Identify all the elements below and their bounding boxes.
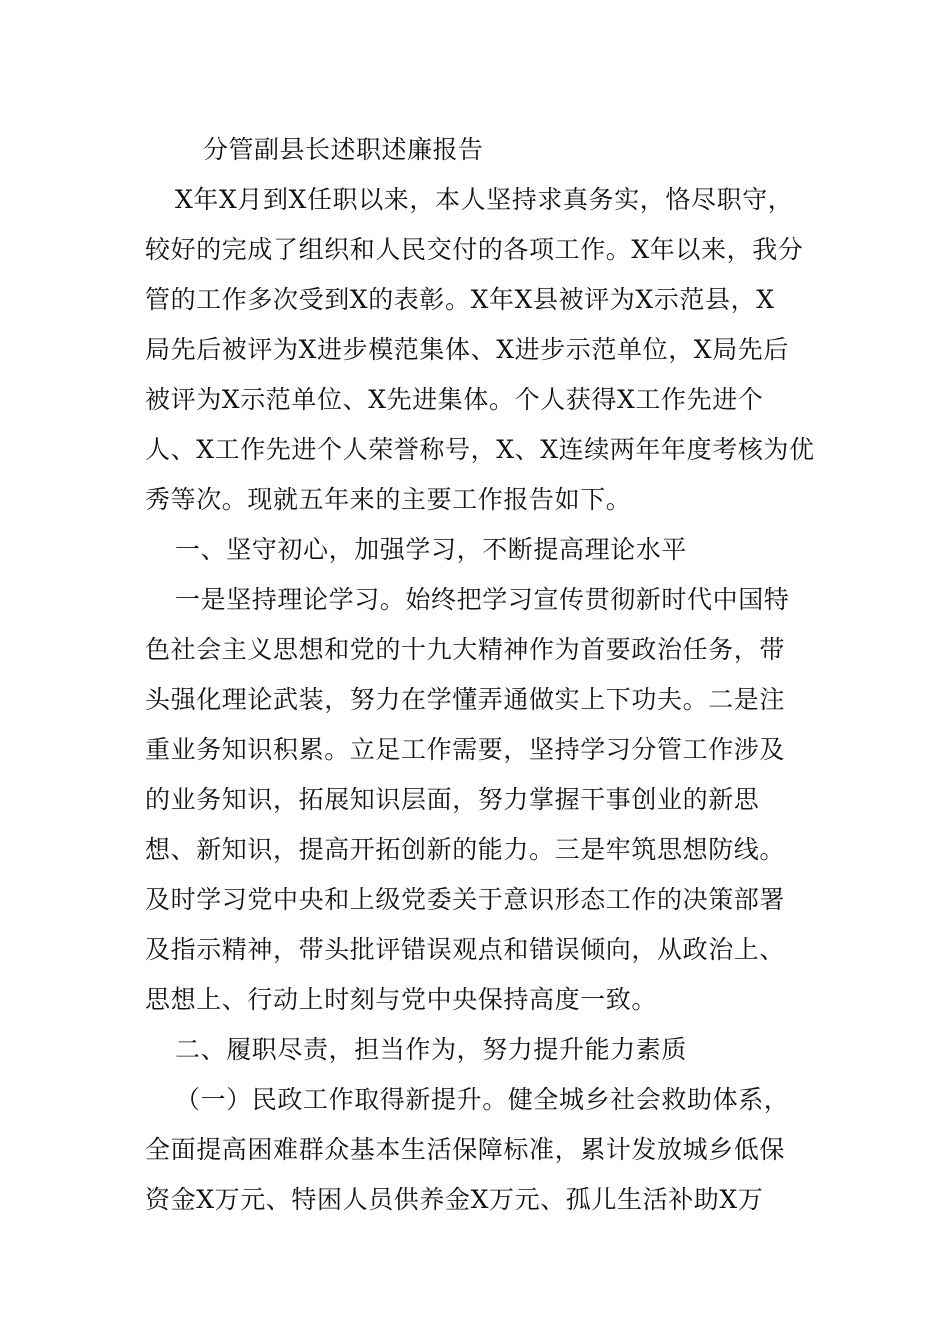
paragraph-line: 资金X万元、特困人员供养金X万元、孤儿生活补助X万 (145, 1185, 764, 1214)
paragraph-line: 管的工作多次受到X的表彰。X年X县被评为X示范县，X (145, 285, 775, 314)
paragraph-line: 色社会主义思想和党的十九大精神作为首要政治任务，带 (145, 635, 786, 664)
paragraph-line: 局先后被评为X进步模范集体、X进步示范单位，X局先后 (145, 335, 789, 364)
paragraph-line: 及时学习党中央和上级党委关于意识形态工作的决策部署 (145, 885, 786, 914)
section-heading-2: 二、履职尽责，担当作为，努力提升能力素质 (175, 1035, 688, 1064)
paragraph-line: 一是坚持理论学习。始终把学习宣传贯彻新时代中国特 (175, 585, 790, 614)
paragraph-line: 秀等次。现就五年来的主要工作报告如下。 (145, 485, 632, 514)
paragraph-line: 想、新知识，提高开拓创新的能力。三是牢筑思想防线。 (145, 835, 786, 864)
section-heading-1: 一、坚守初心，加强学习，不断提高理论水平 (175, 535, 688, 564)
paragraph-line: 被评为X示范单位、X先进集体。个人获得X工作先进个 (145, 385, 764, 414)
paragraph-line: 头强化理论武装，努力在学懂弄通做实上下功夫。二是注 (145, 685, 786, 714)
document-title: 分管副县长述职述廉报告 (203, 135, 484, 164)
paragraph-line: （一）民政工作取得新提升。健全城乡社会救助体系， (175, 1085, 790, 1114)
paragraph-line: X年X月到X任职以来，本人坚持求真务实，恪尽职守， (175, 185, 794, 214)
paragraph-line: 人、X工作先进个人荣誉称号，X、X连续两年年度考核为优 (145, 435, 815, 464)
paragraph-line: 的业务知识，拓展知识层面，努力掌握干事创业的新思 (145, 785, 760, 814)
paragraph-line: 重业务知识积累。立足工作需要，坚持学习分管工作涉及 (145, 735, 786, 764)
paragraph-line: 思想上、行动上时刻与党中央保持高度一致。 (145, 985, 658, 1014)
paragraph-line: 较好的完成了组织和人民交付的各项工作。X年以来，我分 (145, 235, 804, 264)
paragraph-line: 全面提高困难群众基本生活保障标准，累计发放城乡低保 (145, 1135, 786, 1164)
paragraph-line: 及指示精神，带头批评错误观点和错误倾向，从政治上、 (145, 935, 786, 964)
